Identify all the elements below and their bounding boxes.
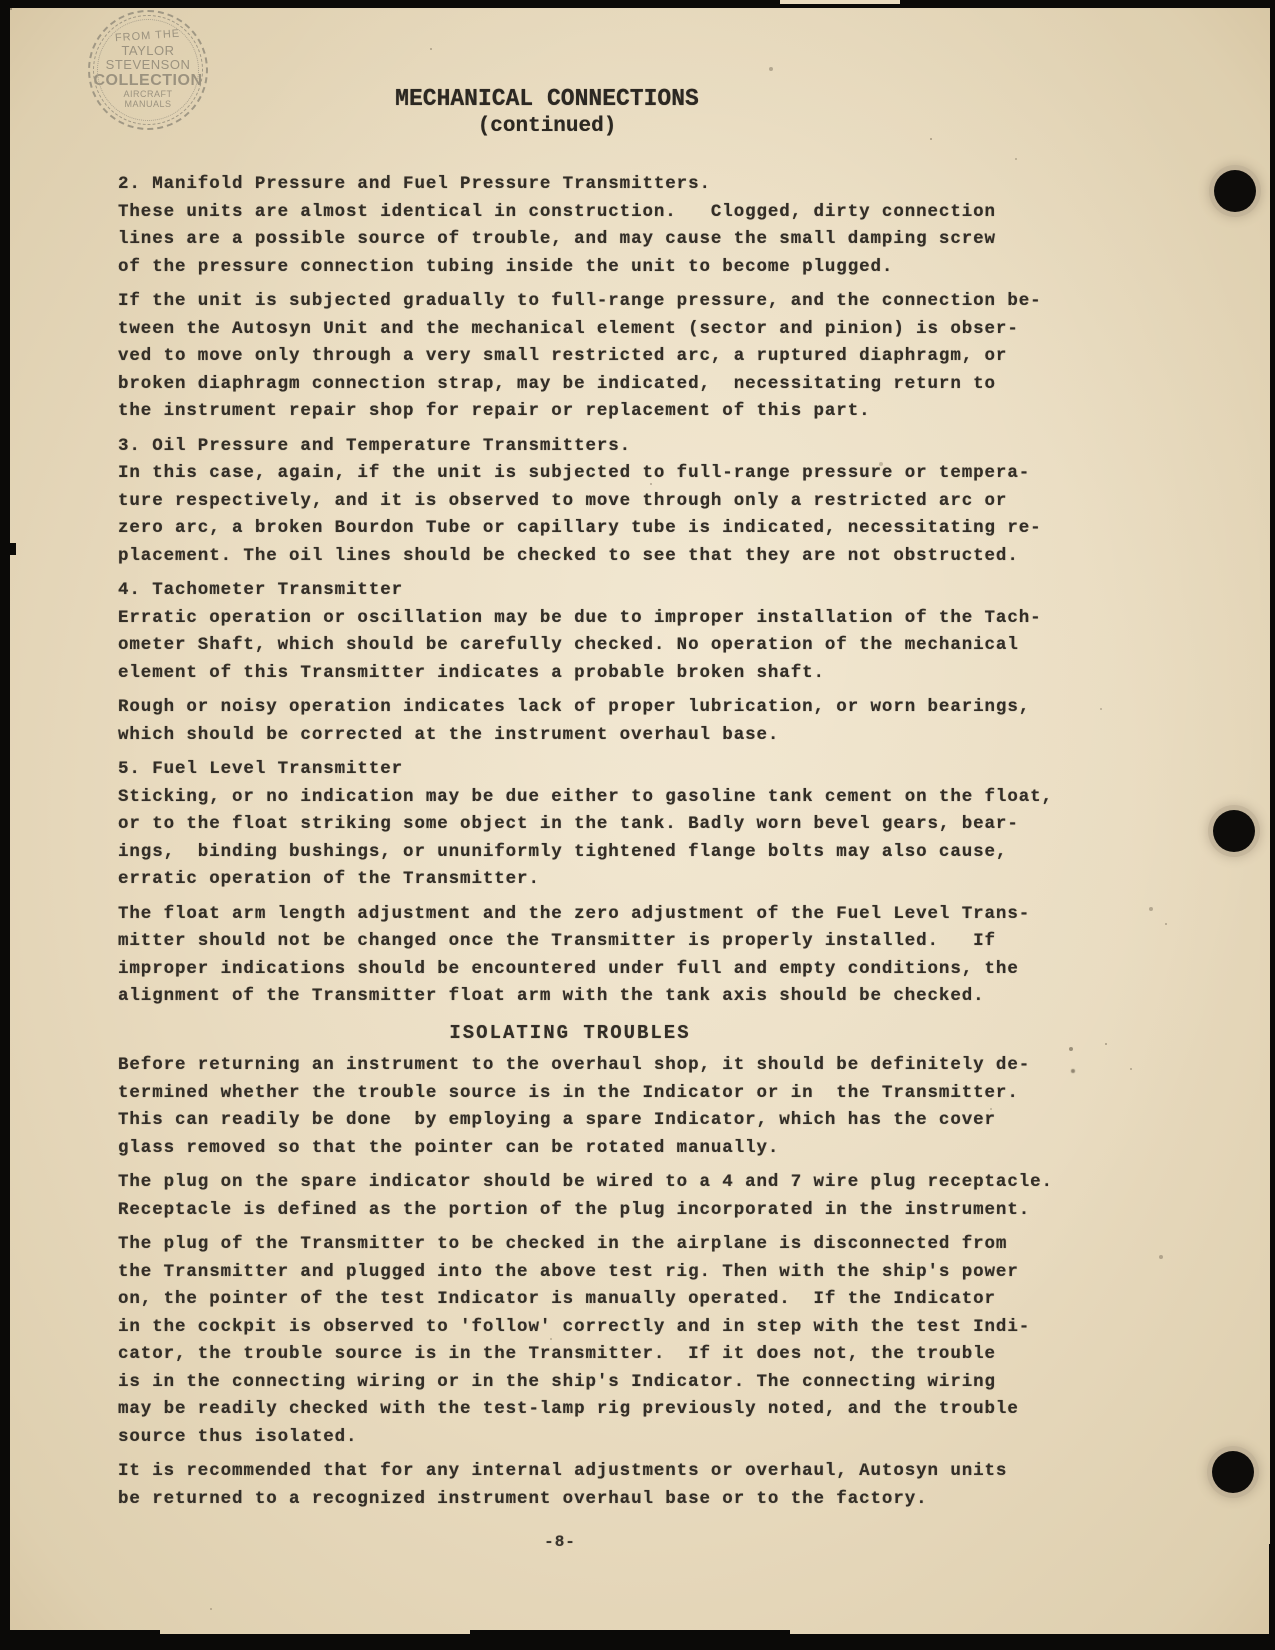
text-line: be returned to a recognized instrument overhaul base or to the factory.	[118, 1488, 928, 1509]
heading-0: 2. Manifold Pressure and Fuel Pressure Transmitters.	[118, 174, 711, 194]
text-line: These units are almost identical in construction. Clogged, dirty connection	[118, 201, 996, 222]
stamp-line: FROM THE	[114, 27, 181, 45]
text-line: Before returning an instrument to the overhaul shop, it should be definitely de-	[118, 1055, 1031, 1075]
paragraph-15	[118, 1458, 1058, 1513]
text-line: If the unit is subjected gradually to full-range pressure, and the connection be-	[118, 291, 1042, 311]
text-line: The plug on the spare indicator should be wired to a 4 and 7 wire plug receptacle.	[118, 1172, 1053, 1192]
text-line: ings, binding bushings, or ununiformly tightened flange bolts may also cause,	[118, 841, 1008, 862]
text-line: which should be corrected at the instrument overhaul base.	[118, 724, 780, 745]
text-line: This can readily be done by employing a spare Indicator, which has the cover	[118, 1110, 996, 1130]
stamp-line: COLLECTION	[93, 71, 203, 89]
text-line: ture respectively, and it is observed to move through only a restricted arc or	[118, 490, 1008, 511]
text-line: Sticking, or no indication may be due either to gasoline tank cement on the float,	[118, 786, 1053, 807]
scan-edge-artifact	[780, 0, 900, 4]
text-line: may be readily checked with the test-lamp rig previously noted, and the trouble	[118, 1399, 1019, 1419]
text-line: of the pressure connection tubing inside the unit to become plugged.	[118, 256, 894, 277]
paper-specks	[10, 8, 12, 10]
text-line: It is recommended that for any internal adjustments or overhaul, Autosyn units	[118, 1461, 1008, 1481]
text-line: zero arc, a broken Bourdon Tube or capillary tube is indicated, necessitating re-	[118, 518, 1042, 538]
page-title: MECHANICAL CONNECTIONS	[395, 85, 699, 113]
text-line: ved to move only through a very small restricted arc, a ruptured diaphragm, or	[118, 346, 1008, 366]
text-line: erratic operation of the Transmitter.	[118, 869, 540, 889]
scan-edge-artifact	[1269, 1544, 1275, 1634]
text-line: The float arm length adjustment and the zero adjustment of the Fuel Level Trans-	[118, 903, 1031, 924]
text-line: glass removed so that the pointer can be rotated manually.	[118, 1137, 780, 1158]
text-line: the instrument repair shop for repair or replacement of this part.	[118, 401, 871, 421]
heading-3: 3. Oil Pressure and Temperature Transmitters.	[118, 435, 632, 456]
stamp-line: MANUALS	[124, 98, 172, 109]
paragraph-2	[118, 288, 1058, 426]
text-line: in the cockpit is observed to 'follow' correctly and in step with the test Indi-	[118, 1316, 1031, 1337]
text-line: mitter should not be changed once the Transmitter is properly installed. If	[118, 931, 996, 951]
text-line: improper indications should be encountered under full and empty conditions, the	[118, 958, 1019, 979]
text-line: or to the float striking some object in the tank. Badly worn bevel gears, bear-	[118, 814, 1019, 834]
text-line: ometer Shaft, which should be carefully checked. No operation of the mechanical	[118, 635, 1019, 655]
text-line: In this case, again, if the unit is subjected to full-range pressure or tempera-	[118, 463, 1031, 483]
scan-edge-artifact	[0, 543, 16, 555]
hole-punch-icon	[1213, 810, 1255, 852]
text-line: lines are a possible source of trouble, and may cause the small damping screw	[118, 229, 996, 249]
text-line: on, the pointer of the test Indicator is manually operated. If the Indicator	[118, 1289, 996, 1309]
text-line: Receptacle is defined as the portion of the plug incorporated in the instrument.	[118, 1199, 1031, 1220]
text-line: cator, the trouble source is in the Transmitter. If it does not, the trouble	[118, 1344, 996, 1364]
center-heading-11: ISOLATING TROUBLES	[449, 1021, 691, 1044]
paragraph-14	[118, 1231, 1058, 1451]
text-line: the Transmitter and plugged into the above test rig. Then with the ship's power	[118, 1261, 1019, 1282]
text-line: placement. The oil lines should be checked to see that they are not obstructed.	[118, 545, 1019, 566]
stamp-line: AIRCRAFT	[123, 89, 173, 100]
heading-5: 4. Tachometer Transmitter	[118, 580, 404, 600]
scan-edge-artifact	[470, 1630, 790, 1638]
hole-punch-icon	[1212, 1451, 1254, 1493]
text-line: tween the Autosyn Unit and the mechanical element (sector and pinion) is obser-	[118, 318, 1019, 339]
text-line: broken diaphragm connection strap, may be indicated, necessitating return to	[118, 373, 996, 394]
document-body	[118, 165, 1058, 1520]
text-line: element of this Transmitter indicates a probable broken shaft.	[118, 662, 825, 683]
page-number: -8-	[544, 1533, 576, 1551]
text-line: alignment of the Transmitter float arm with the tank axis should be checked.	[118, 986, 985, 1006]
text-line: The plug of the Transmitter to be checked in the airplane is disconnected from	[118, 1234, 1008, 1254]
stamp-line: TAYLOR	[121, 43, 175, 59]
paragraph-9	[118, 784, 1058, 894]
heading-8: 5. Fuel Level Transmitter	[118, 759, 404, 779]
paragraph-13	[118, 1169, 1058, 1224]
paragraph-4	[118, 460, 1058, 570]
stamp-line: STEVENSON	[105, 56, 191, 72]
text-line: source thus isolated.	[118, 1426, 358, 1447]
hole-punch-icon	[1214, 170, 1256, 212]
paragraph-6	[118, 605, 1058, 688]
paragraph-1	[118, 199, 1058, 282]
collection-stamp	[88, 10, 208, 130]
text-line: Rough or noisy operation indicates lack of proper lubrication, or worn bearings,	[118, 697, 1031, 717]
paragraph-7	[118, 694, 1058, 749]
page-header	[377, 86, 717, 138]
text-line: is in the connecting wiring or in the ship's Indicator. The connecting wiring	[118, 1371, 996, 1392]
page-subtitle: (continued)	[477, 115, 617, 138]
text-line: Erratic operation or oscillation may be due to improper installation of the Tach-	[118, 607, 1042, 628]
paragraph-12	[118, 1052, 1058, 1162]
scan-edge-artifact	[10, 1630, 160, 1640]
text-line: termined whether the trouble source is in the Indicator or in the Transmitter.	[118, 1082, 1019, 1103]
paragraph-10	[118, 901, 1058, 1011]
